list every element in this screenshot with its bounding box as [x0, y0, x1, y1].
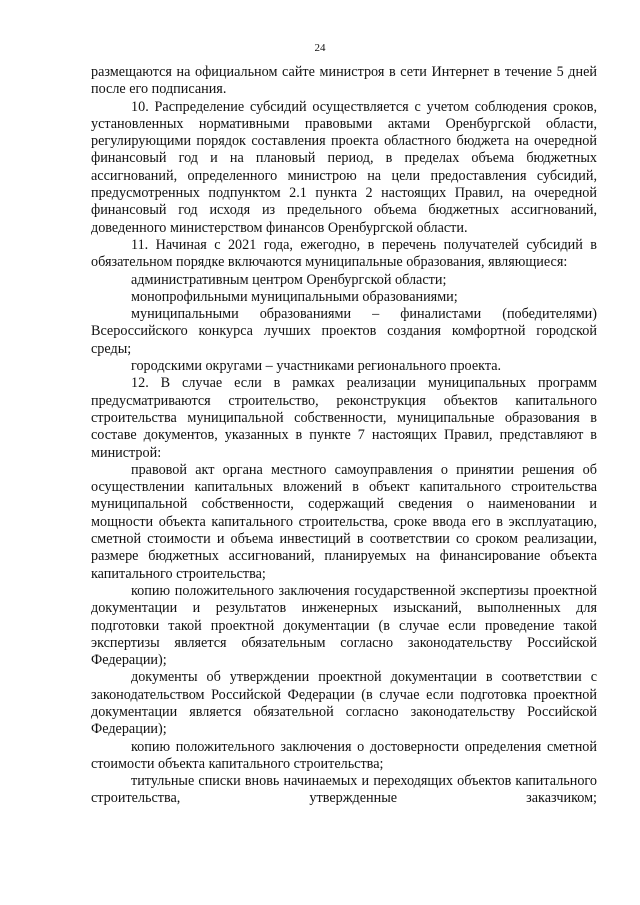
list-item-expertise-copy: копию положительного заключения государственной экспертизы проектной документации и результатов инженерных изысканий, выполненных для подготовки такой проектной документации (в случае если проведение такой экспертизы является обязательным согласно законодательству Российской Федерации); [91, 582, 597, 669]
list-item-contest-finalists: муниципальными образованиями – финалистами (победителями) Всероссийского конкурса лучших проектов создания комфортной городской среды; [91, 306, 597, 357]
paragraph-10-subsidy-distribution: 10. Распределение субсидий осуществляется с учетом соблюдения сроков, установленных нормативными правовыми актами Оренбургской области, регулирующими порядок составления проекта областного бюджета на очередной финансовый год и на плановый период, в пределах объема бюджетных ассигнований, определенного министрою на цели предоставления субсидий, предусмотренных подпунктом 2.1 пункта 2 настоящих Правил, на очередной финансовый год исходя из предельного объема бюджетных ассигнований, доведенного министерством финансов Оренбургской области. [91, 98, 597, 236]
paragraph-12-construction: 12. В случае если в рамках реализации муниципальных программ предусматриваются строительство, реконструкция объектов капитального строительства муниципальной собственности, муниципальные образования в составе документов, указанных в пункте 7 настоящих Правил, представляют в министрой: [91, 375, 597, 461]
list-item-title-lists: титульные списки вновь начинаемых и переходящих объектов капитального строительства, утвержденные заказчиком; [91, 773, 597, 807]
paragraph-continuation: размещаются на официальном сайте министроя в сети Интернет в течение 5 дней после его подписания. [91, 64, 597, 98]
document-body [91, 64, 597, 808]
list-item-monoprofile: монопрофильными муниципальными образованиями; [131, 288, 458, 305]
page-number: 24 [314, 42, 326, 54]
paragraph-11-recipients: 11. Начиная с 2021 года, ежегодно, в перечень получателей субсидий в обязательном порядке включаются муниципальные образования, являющиеся: [91, 236, 597, 271]
list-item-admin-center: административным центром Оренбургской области; [131, 271, 447, 288]
list-item-approval-documents: документы об утверждении проектной документации в соответствии с законодательством Российской Федерации (в случае если подготовка проектной документации является обязательной согласно законодательству Российской Федерации); [91, 669, 597, 738]
list-item-legal-act: правовой акт органа местного самоуправления о принятии решения об осуществлении капитальных вложений в объект капитального строительства муниципальной собственности, содержащий сведения о наименовании и мощности объекта капитального строительства, сроке ввода его в эксплуатацию, сметной стоимости и объема инвестиций в соответствии со сроком реализации, размере бюджетных ассигнований, планируемых на финансирование объекта капитального строительства; [91, 461, 597, 582]
list-item-city-districts: городскими округами – участниками регионального проекта. [131, 358, 502, 375]
list-item-estimate-conclusion: копию положительного заключения о достоверности определения сметной стоимости объекта капитального строительства; [91, 738, 597, 772]
